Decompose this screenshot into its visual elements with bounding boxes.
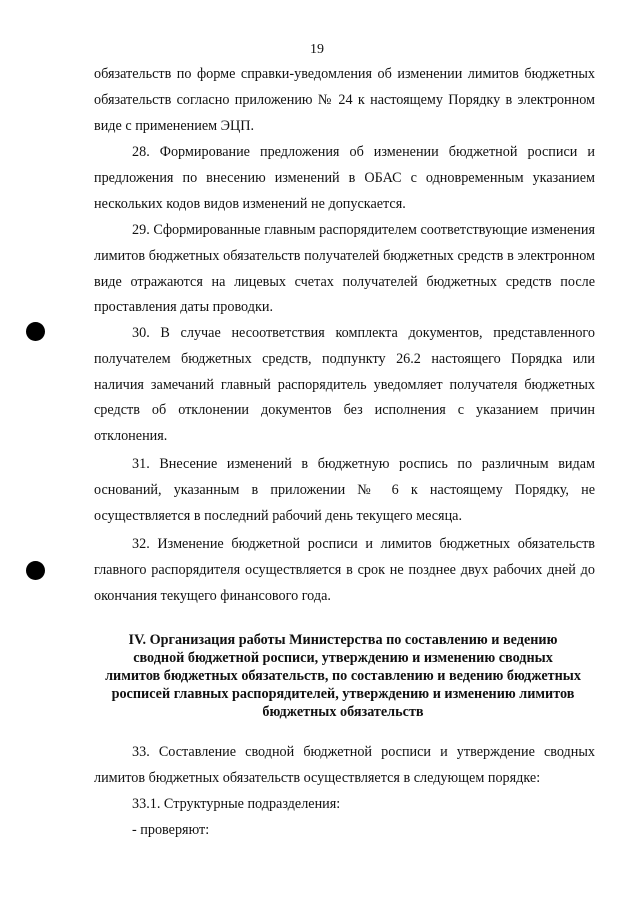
paragraph-29: 29. Сформированные главным распорядителем соответствующие изменения лимитов бюджетных обязательств получателей бюджетных средств в электронном виде отражаются на лицевых счетах получателей бюджетных средств после проставления даты проводки. <box>94 222 595 316</box>
page-number: 19 <box>310 42 324 57</box>
paragraph-33-1: 33.1. Структурные подразделения: <box>132 796 341 812</box>
paragraph-28: 28. Формирование предложения об изменении бюджетной росписи и предложения по внесению изменений в ОБАС с одновременным указанием нескольких кодов видов изменений не допускается. <box>94 144 595 212</box>
paragraph-31: 31. Внесение изменений в бюджетную роспись по различным видам оснований, указанным в приложении № 6 к настоящему Порядку, не осуществляется в последний рабочий день текущего месяца. <box>94 456 595 524</box>
punch-hole <box>26 561 45 580</box>
section-heading: IV. Организация работы Министерства по составлению и ведению сводной бюджетной росписи, утверждению и изменению сводных лимитов бюджетных обязательств, по составлению и ведению бюджетных росписей главных распорядителей, утверждению и изменению лимитов бюджетных обязательств <box>105 632 581 720</box>
paragraph-33: 33. Составление сводной бюджетной росписи и утверждение сводных лимитов бюджетных обязательств осуществляется в следующем порядке: <box>94 744 595 786</box>
punch-hole <box>26 322 45 341</box>
paragraph-32: 32. Изменение бюджетной росписи и лимитов бюджетных обязательств главного распорядителя осуществляется в срок не позднее двух рабочих дней до окончания текущего финансового года. <box>94 536 595 604</box>
paragraph-check: - проверяют: <box>132 822 210 838</box>
paragraph-continuation: обязательств по форме справки-уведомления об изменении лимитов бюджетных обязательств согласно приложению № 24 к настоящему Порядку в электронном виде с применением ЭЦП. <box>94 66 595 134</box>
paragraph-30: 30. В случае несоответствия комплекта документов, представленного получателем бюджетных средств, подпункту 26.2 настоящего Порядка или наличия замечаний главный распорядитель уведомляет получателя бюджетных средств об отклонении документов без исполнения с указанием причин отклонения. <box>94 325 595 445</box>
